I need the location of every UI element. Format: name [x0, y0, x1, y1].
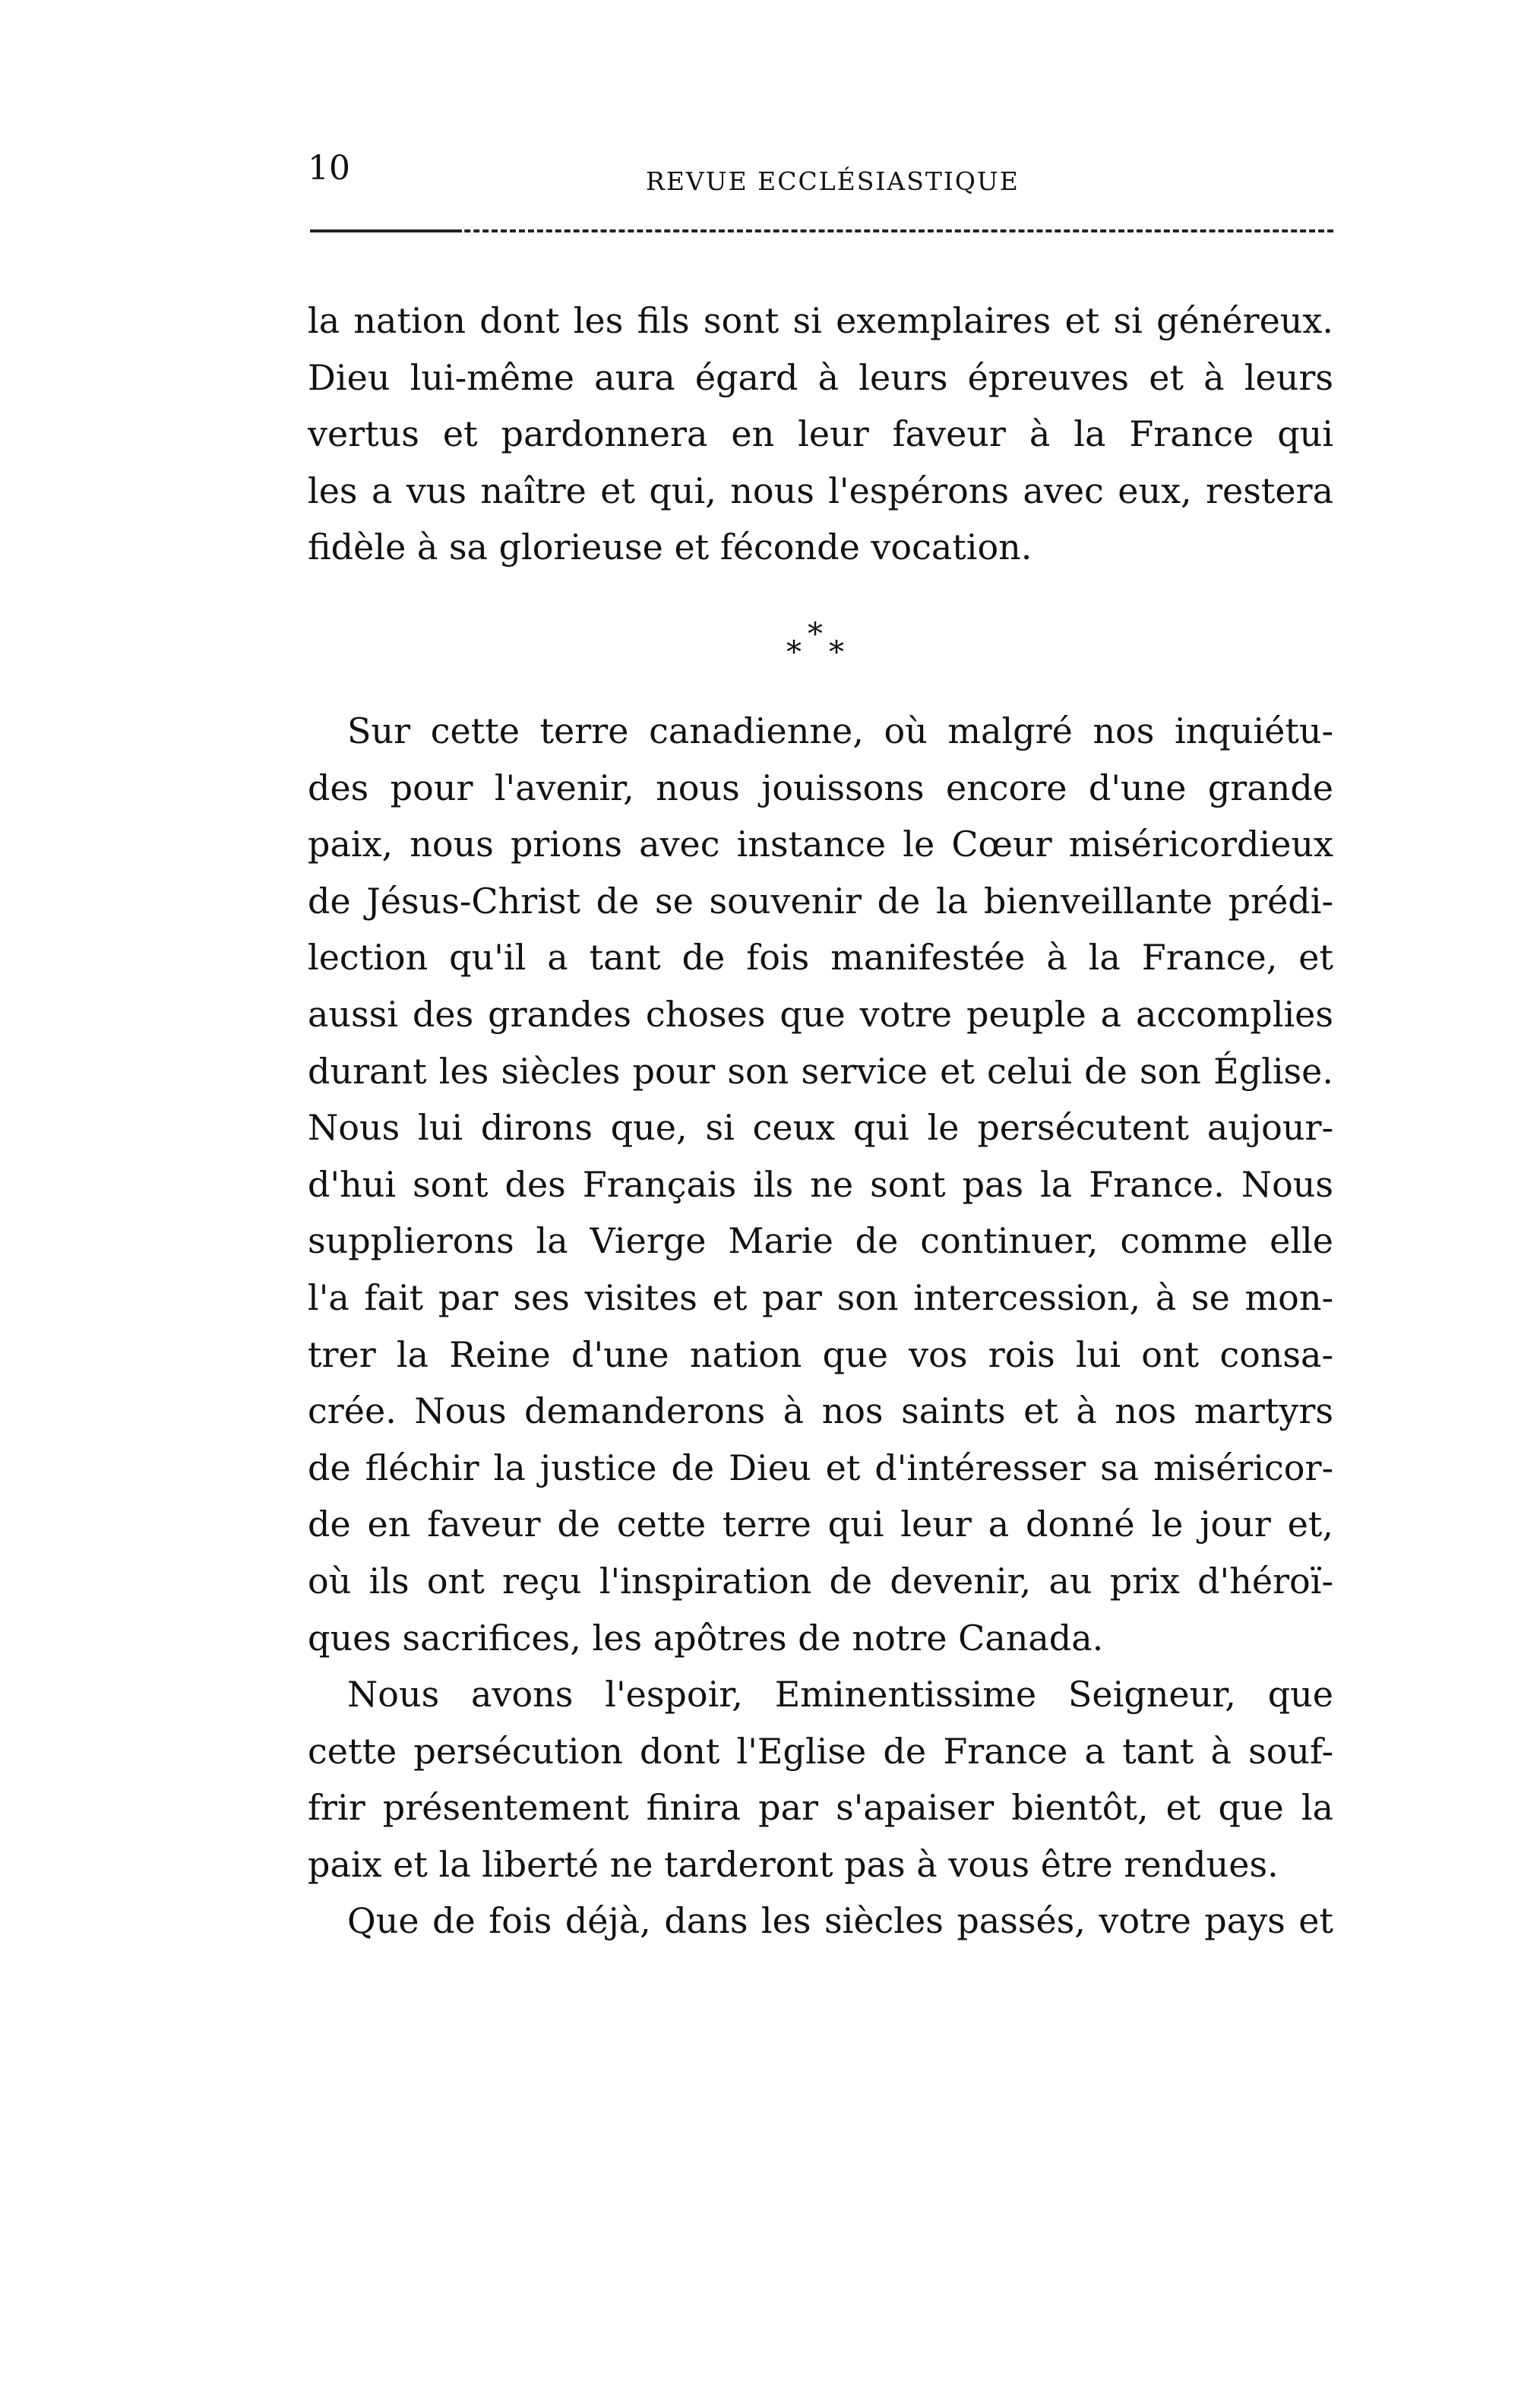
paragraph-main: [308, 703, 1333, 1950]
page-number: 10: [308, 149, 350, 188]
text-line: paix, nous prions avec instance le Cœur miséricordieux: [308, 824, 1333, 865]
text-line: crée. Nous demanderons à nos saints et à nos martyrs: [308, 1390, 1333, 1432]
text-line: Dieu lui-même aura égard à leurs épreuves et à leurs: [308, 356, 1333, 398]
text-line: ques sacrifices, les apôtres de notre Canada.: [308, 1617, 1104, 1659]
asterism-star-top: *: [808, 617, 823, 652]
asterism-separator: [779, 619, 870, 695]
text-line: où ils ont reçu l'inspiration de devenir, au prix d'héroï-: [308, 1560, 1333, 1602]
text-line: l'a fait par ses visites et par son intercession, à se mon-: [308, 1276, 1333, 1318]
text-line: fidèle à sa glorieuse et féconde vocation.: [308, 527, 1032, 568]
paragraph-closing: [308, 293, 1333, 576]
text-line: supplierons la Vierge Marie de continuer, comme elle: [308, 1220, 1333, 1262]
header-rule: [310, 229, 1333, 232]
header-rule-solid: [310, 229, 462, 232]
text-line: de en faveur de cette terre qui leur a donné le jour et,: [308, 1504, 1333, 1545]
text-line: Que de fois déjà, dans les siècles passés, votre pays et: [347, 1900, 1333, 1942]
running-title: REVUE ECCLÉSIASTIQUE: [646, 166, 1020, 196]
text-line: aussi des grandes choses que votre peuple a accomplies: [308, 993, 1333, 1035]
text-line: trer la Reine d'une nation que vos rois lui ont consa-: [308, 1333, 1333, 1375]
text-line: durant les siècles pour son service et celui de son Église.: [308, 1050, 1333, 1092]
text-line: la nation dont les fils sont si exemplaires et si généreux.: [308, 300, 1333, 341]
text-line: de fléchir la justice de Dieu et d'intéresser sa miséricor-: [308, 1447, 1333, 1488]
asterism-star-right: *: [829, 635, 844, 670]
text-line: paix et la liberté ne tarderont pas à vous être rendues.: [308, 1843, 1279, 1885]
text-line: vertus et pardonnera en leur faveur à la France qui: [308, 413, 1333, 455]
text-line: les a vus naître et qui, nous l'espérons avec eux, restera: [308, 470, 1333, 511]
text-line: frir présentement finira par s'apaiser bientôt, et que la: [308, 1787, 1333, 1829]
asterism-star-left: *: [786, 635, 802, 670]
text-line: Nous lui dirons que, si ceux qui le persécutent aujour-: [308, 1107, 1333, 1149]
text-line: d'hui sont des Français ils ne sont pas la France. Nous: [308, 1163, 1333, 1205]
text-line: cette persécution dont l'Eglise de France a tant à souf-: [308, 1730, 1333, 1772]
text-line: Sur cette terre canadienne, où malgré nos inquiétu-: [347, 710, 1333, 751]
text-line: lection qu'il a tant de fois manifestée à la France, et: [308, 937, 1333, 979]
text-line: Nous avons l'espoir, Eminentissime Seigneur, que: [347, 1674, 1333, 1716]
text-line: de Jésus-Christ de se souvenir de la bienveillante prédi-: [308, 880, 1333, 922]
text-line: des pour l'avenir, nous jouissons encore d'une grande: [308, 767, 1333, 808]
